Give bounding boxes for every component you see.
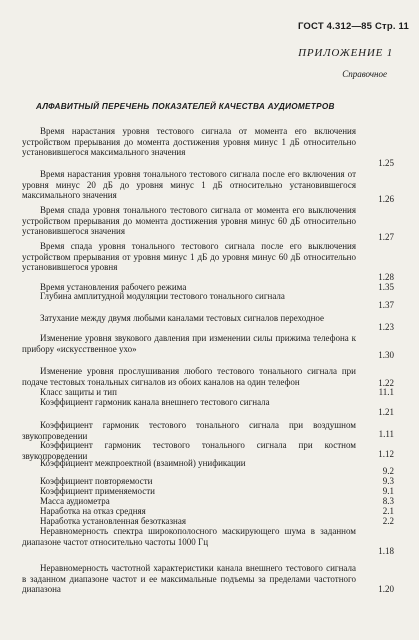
- page-header: ГОСТ 4.312—85 Стр. 11: [297, 21, 409, 32]
- index-entry-ref: 1.11: [378, 429, 394, 439]
- index-entry-text: Коэффициент гармоник канала внешнего тестового сигнала: [40, 397, 270, 407]
- index-entry-ref: 1.35: [378, 282, 394, 292]
- index-entry-ref: 2.2: [382, 516, 394, 526]
- index-entry-ref: 1.25: [378, 158, 394, 168]
- index-entry-ref: 1.27: [378, 232, 394, 242]
- index-entry-ref: 9.3: [382, 476, 394, 486]
- index-entry-ref: 1.30: [378, 350, 394, 360]
- index-entry-ref: 1.21: [378, 407, 394, 417]
- index-entry-ref: 1.20: [378, 584, 394, 594]
- index-entry-ref: 1.23: [378, 322, 394, 332]
- index-entry-ref: 9.2: [382, 466, 394, 476]
- index-entry-text: Время спада уровня тонального тестового сигнала после его выключения устройством прерывания от уровня минус 1 дБ до уровня минус 60 дБ относительно установившегося уровня: [22, 241, 356, 273]
- index-entry-ref: 1.26: [378, 194, 394, 204]
- index-entry-text: Изменение уровня звукового давления при изменении силы прижима телефона к прибору «искусственное ухо»: [22, 333, 356, 354]
- index-entry-text: Наработка на отказ средняя: [40, 506, 146, 516]
- index-entry-ref: 2.1: [382, 506, 394, 516]
- index-entry-text: Время установления рабочего режима: [40, 282, 187, 292]
- index-entry-ref: 1.18: [378, 546, 394, 556]
- index-entry-text: Глубина амплитудной модуляции тестового тонального сигнала: [40, 291, 285, 301]
- index-entry-ref: 1.22: [378, 378, 394, 388]
- index-entry-text: Неравномерность частотной характеристики канала внешнего тестового сигнала в заданном диапазоне частот и ее максимальные подъемы за пределами частотного диапазона: [22, 563, 356, 595]
- index-entry-text: Коэффициент межпроектной (взаимной) унификации: [40, 458, 246, 468]
- index-entry-text: Коэффициент гармоник тестового тонального сигнала при воздушном звукопроведении: [22, 420, 356, 441]
- index-entry-text: Время нарастания уровня тонального тестового сигнала после его включения от уровня минус 20 дБ до уровня минус 1 дБ относительно установившегося максимального значения: [22, 169, 356, 201]
- document-title: АЛФАВИТНЫЙ ПЕРЕЧЕНЬ ПОКАЗАТЕЛЕЙ КАЧЕСТВА АУДИОМЕТРОВ: [36, 102, 335, 111]
- index-entry-ref: 1.28: [378, 272, 394, 282]
- index-entry-text: Масса аудиометра: [40, 496, 110, 506]
- appendix-label: ПРИЛОЖЕНИЕ 1: [298, 47, 393, 59]
- index-entry-text: Неравномерность спектра широкополосного маскирующего шума в заданном диапазоне частот относительно частоты 1000 Гц: [22, 526, 356, 547]
- index-entry-text: Коэффициент гармоник тестового тонального сигнала при костном звукопроведении: [22, 440, 356, 461]
- index-entry-text: Класс защиты и тип: [40, 387, 117, 397]
- index-entry-ref: 8.3: [382, 496, 394, 506]
- index-entry-text: Коэффициент применяемости: [40, 486, 155, 496]
- index-entry-ref: 1.37: [378, 300, 394, 310]
- index-entry-ref: 9.1: [382, 486, 394, 496]
- index-entry-text: Затухание между двумя любыми каналами тестовых сигналов переходное: [40, 313, 325, 323]
- index-entry-ref: 1.12: [378, 449, 394, 459]
- index-entry-text: Время спада уровня тонального тестового сигнала от момента его выключения устройством прерывания до момента достижения уровня минус 60 дБ относительно установившегося значения: [22, 205, 356, 237]
- index-entry-text: Коэффициент повторяемости: [40, 476, 153, 486]
- index-entry-text: Изменение уровня прослушивания любого тестового тонального сигнала при подаче тестовых тональных сигналов из обоих каналов на один телефон: [22, 366, 356, 387]
- index-entry-ref: 11.1: [378, 387, 394, 397]
- reference-label: Справочное: [342, 69, 387, 79]
- index-entry-text: Время нарастания уровня тестового сигнала от момента его включения устройством прерывания до момента достижения уровня минус 1 дБ относительно установившегося максимального значения: [22, 126, 356, 158]
- index-entry-text: Наработка установленная безотказная: [40, 516, 186, 526]
